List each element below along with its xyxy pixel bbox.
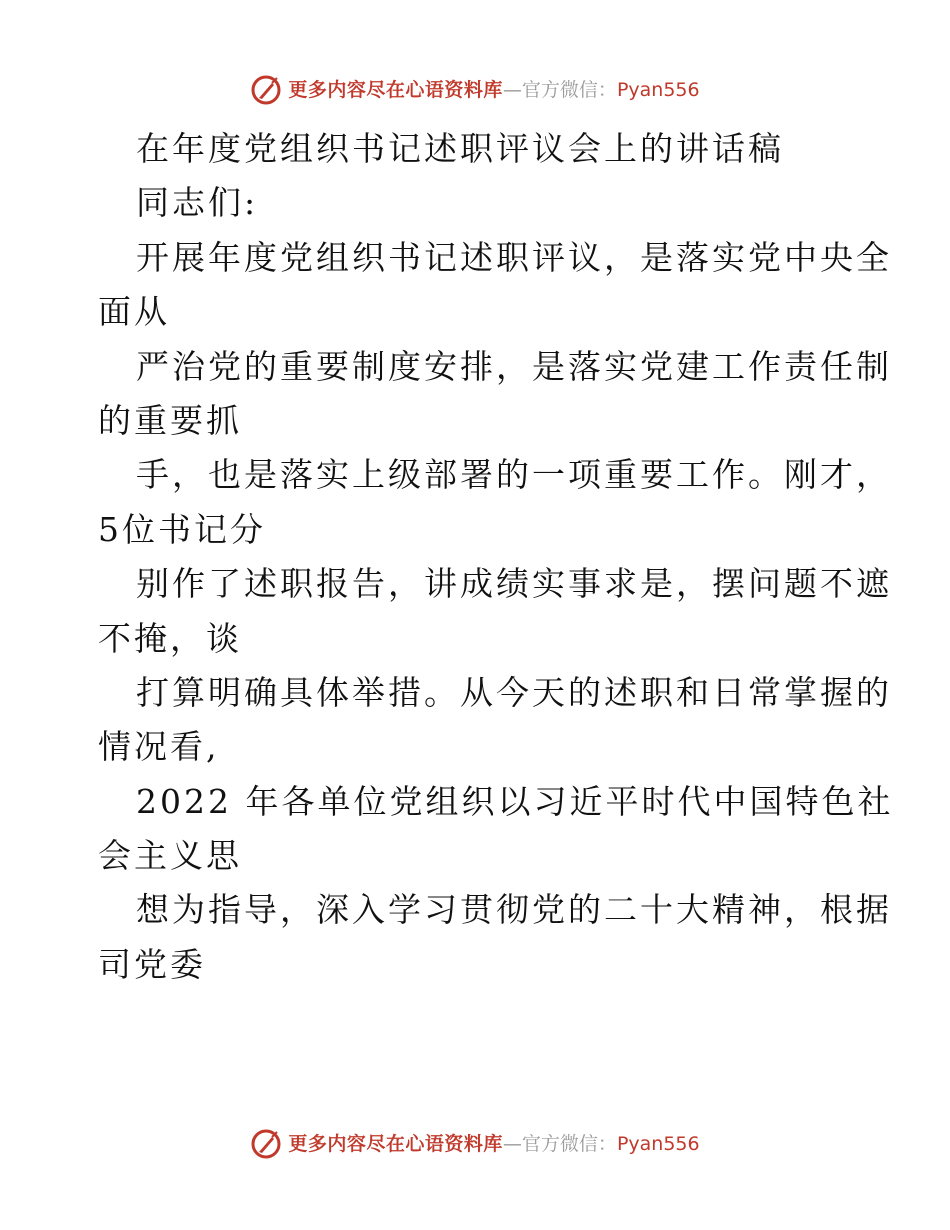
paragraph-line: 情况看,	[98, 727, 220, 767]
watermark-sub-text: —官方微信：	[502, 79, 617, 101]
paragraph-line: 手，也是落实上级部署的一项重要工作。刚才，	[136, 455, 892, 495]
paragraph-line: 司党委	[98, 944, 206, 984]
footer-watermark	[0, 1128, 950, 1160]
header-watermark	[0, 74, 950, 106]
paragraph-line: 不掩，谈	[98, 618, 242, 658]
paragraph-line: 开展年度党组织书记述职评议，是落实党中央全	[136, 237, 892, 277]
paragraph-line: 2022 年各单位党组织以习近平时代中国特色社	[136, 781, 894, 821]
watermark-wechat-id: Pyan556	[616, 79, 700, 101]
paragraph-line: 打算明确具体举措。从今天的述职和日常掌握的	[136, 672, 892, 712]
paragraph-line: 想为指导，深入学习贯彻党的二十大精神，根据	[136, 890, 892, 930]
document-body	[98, 122, 894, 992]
watermark-sub-text: —官方微信：	[502, 1133, 617, 1155]
paragraph-line: 面从	[98, 292, 170, 332]
paragraph-line: 别作了述职报告，讲成绩实事求是，摆问题不遮	[136, 564, 892, 604]
paragraph-line: 会主义思	[98, 836, 242, 876]
paragraph-line: 的重要抓	[98, 400, 242, 440]
feather-pen-logo-icon	[250, 1128, 282, 1160]
watermark-main-text: 更多内容尽在心语资料库	[288, 79, 503, 101]
watermark-main-text: 更多内容尽在心语资料库	[288, 1133, 503, 1155]
watermark-wechat-id: Pyan556	[616, 1133, 700, 1155]
document-title: 在年度党组织书记述职评议会上的讲话稿	[136, 129, 784, 168]
paragraph-line: 同志们:	[136, 183, 259, 223]
paragraph-line: 严治党的重要制度安排，是落实党建工作责任制	[136, 346, 892, 386]
feather-pen-logo-icon	[250, 74, 282, 106]
paragraph-line: 5位书记分	[98, 509, 266, 549]
